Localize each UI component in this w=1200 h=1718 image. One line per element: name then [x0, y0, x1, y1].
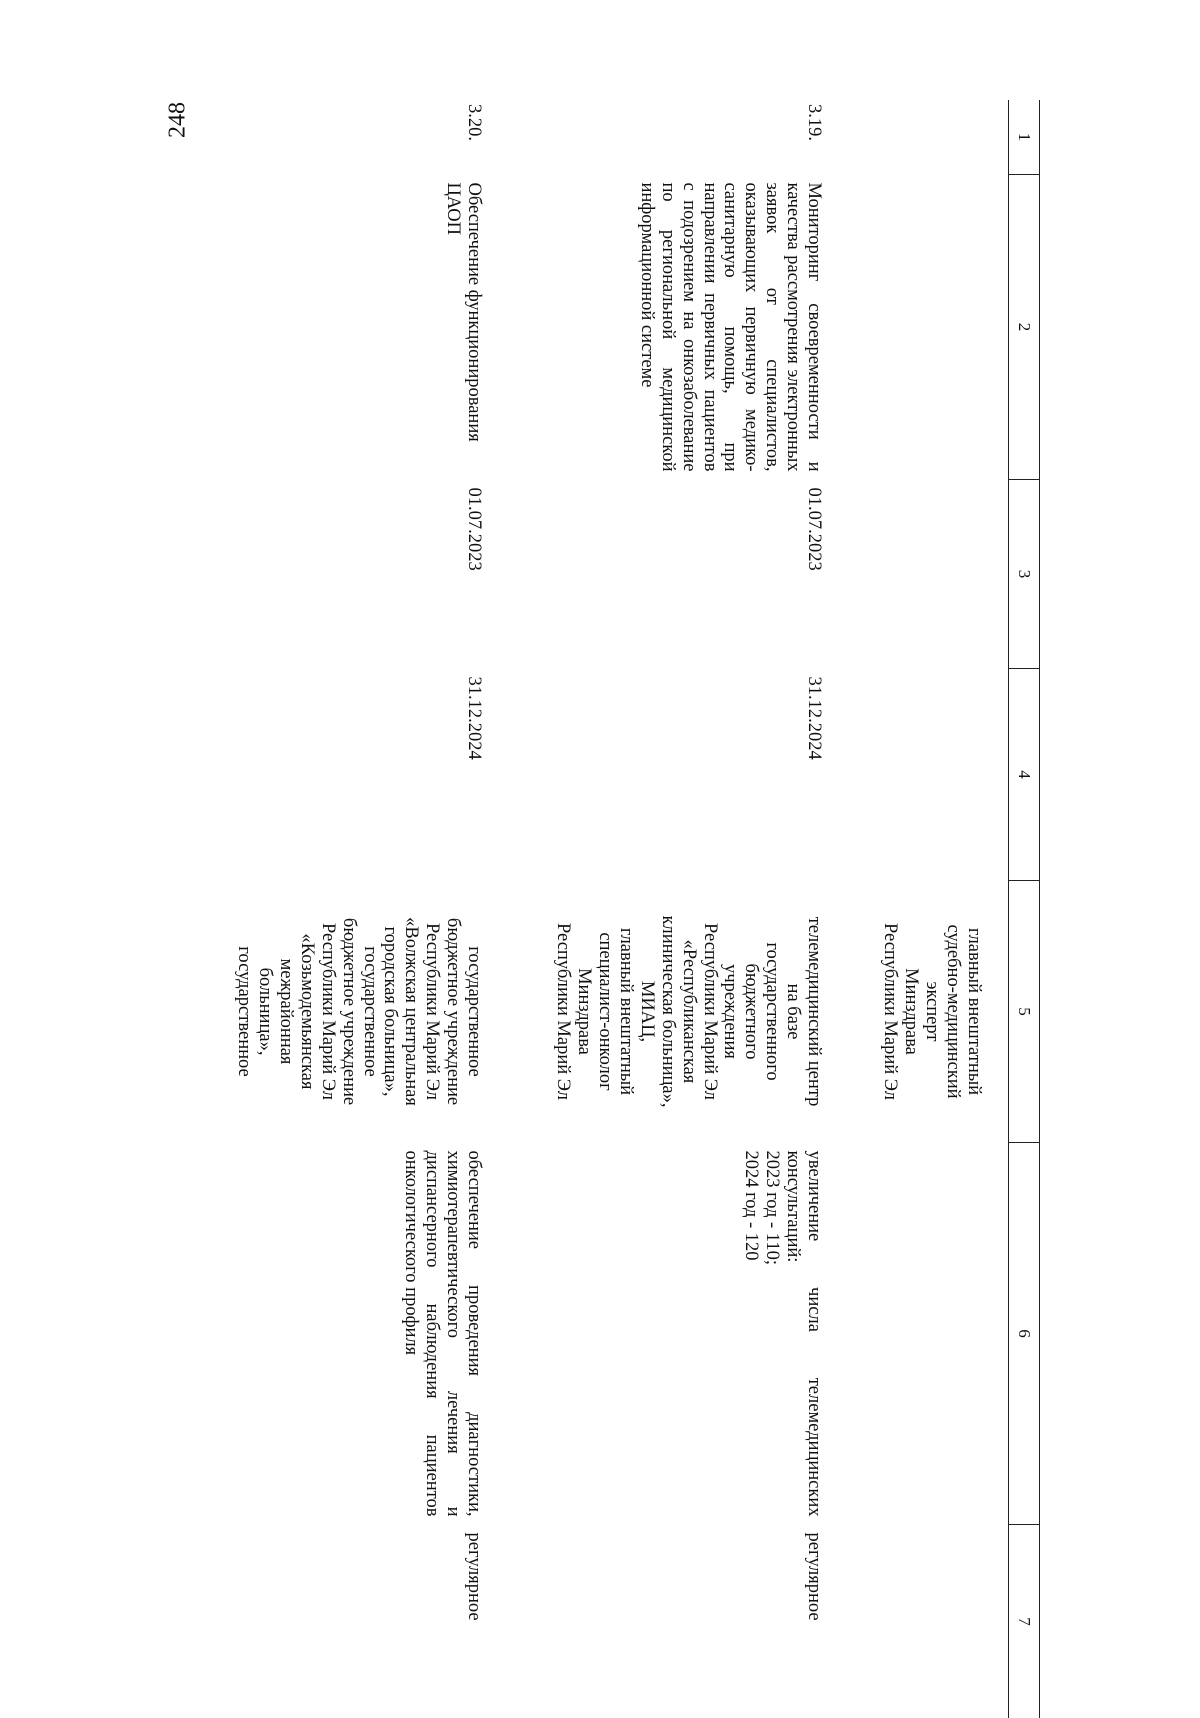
responsible-line: на базе — [782, 889, 803, 1135]
column-number-3: 3 — [1009, 480, 1040, 669]
table-row — [504, 100, 844, 1718]
cell-empty — [844, 480, 1009, 669]
cell-empty — [844, 100, 1009, 175]
responsible-line: МИАЦ, — [636, 889, 657, 1135]
start-date: 01.07.2023 — [154, 480, 504, 669]
responsible-cell — [844, 881, 1009, 1143]
result-line: 2024 год - 120 — [740, 1151, 761, 1517]
cell-empty — [844, 1143, 1009, 1525]
responsible-line: бюджетное учреждение — [442, 889, 463, 1135]
activity-name: Обеспечение функционирования ЦАОП — [154, 175, 504, 480]
responsible-line: Минздрава — [573, 889, 594, 1135]
activity-name: Мониторинг своевременности и качества рассмотрения электронных заявок от специалистов, оказывающих первичную медико-санитарную помощь, при направлении первичных пациентов с подозрением на онкозаболевание по региональной медицинской информационной системе — [504, 175, 844, 480]
responsible-line: Республики Марий Эл — [699, 889, 720, 1135]
responsible-line: бюджетного — [740, 889, 761, 1135]
responsible-line: телемедицинский центр — [803, 889, 824, 1135]
column-number-5: 5 — [1009, 881, 1040, 1143]
rotated-sheet — [205, 100, 1040, 1600]
end-date: 31.12.2024 — [504, 669, 844, 881]
table-row — [154, 100, 504, 1718]
responsible-line: государственное — [233, 889, 254, 1135]
cell-empty — [844, 175, 1009, 480]
responsible-line: Минздрава — [900, 889, 921, 1135]
responsible-line: главный внештатный — [963, 889, 984, 1135]
responsible-line: Республики Марий Эл — [421, 889, 442, 1135]
responsible-line: главный внештатный — [615, 889, 636, 1135]
responsible-line: клиническая больница», — [657, 889, 678, 1135]
responsible-line: Республики Марий Эл — [317, 889, 338, 1135]
responsible-line: «Козьмодемьянская — [296, 889, 317, 1135]
row-number: 3.20. — [154, 100, 504, 175]
table-row-continuation — [844, 100, 1009, 1718]
responsible-line: Республики Марий Эл — [880, 889, 901, 1135]
responsible-line: больница», — [254, 889, 275, 1135]
activity-type: регулярное — [154, 1525, 504, 1718]
cell-empty — [844, 669, 1009, 881]
responsible-line: «Республиканская — [678, 889, 699, 1135]
responsible-line: государственное — [359, 889, 380, 1135]
responsible-line: специалист-онколог — [594, 889, 615, 1135]
responsible-line: судебно-медицинский — [942, 889, 963, 1135]
result-text: увеличение числа телемедицинских консультаций: — [782, 1151, 824, 1517]
responsible-line: межрайонная — [275, 889, 296, 1135]
responsible-line: государственное — [463, 889, 484, 1135]
end-date: 31.12.2024 — [154, 669, 504, 881]
column-number-2: 2 — [1009, 175, 1040, 480]
expected-result: обеспечение проведения диагностики, химиотерапевтического лечения и диспансерного наблюдения пациентов онкологического профиля — [154, 1143, 504, 1525]
result-line: 2023 год - 110; — [761, 1151, 782, 1517]
responsible-cell — [504, 881, 844, 1143]
responsible-line: «Волжская центральная — [400, 889, 421, 1135]
responsible-line: бюджетное учреждение — [338, 889, 359, 1135]
responsible-line: Республики Марий Эл — [552, 889, 573, 1135]
cell-empty — [844, 1525, 1009, 1718]
responsible-cell — [154, 881, 504, 1143]
expected-result — [504, 1143, 844, 1525]
column-number-7: 7 — [1009, 1525, 1040, 1718]
column-number-4: 4 — [1009, 669, 1040, 881]
responsible-line: учреждения — [720, 889, 741, 1135]
activity-type: регулярное — [504, 1525, 844, 1718]
column-number-row — [1009, 100, 1040, 1718]
start-date: 01.07.2023 — [504, 480, 844, 669]
responsible-line: государственного — [761, 889, 782, 1135]
column-number-1: 1 — [1009, 100, 1040, 175]
responsible-line: эксперт — [921, 889, 942, 1135]
column-number-6: 6 — [1009, 1143, 1040, 1525]
page-number-text: 248 — [165, 102, 192, 138]
row-number: 3.19. — [504, 100, 844, 175]
plan-table — [154, 100, 1040, 1718]
responsible-line: городская больница», — [380, 889, 401, 1135]
